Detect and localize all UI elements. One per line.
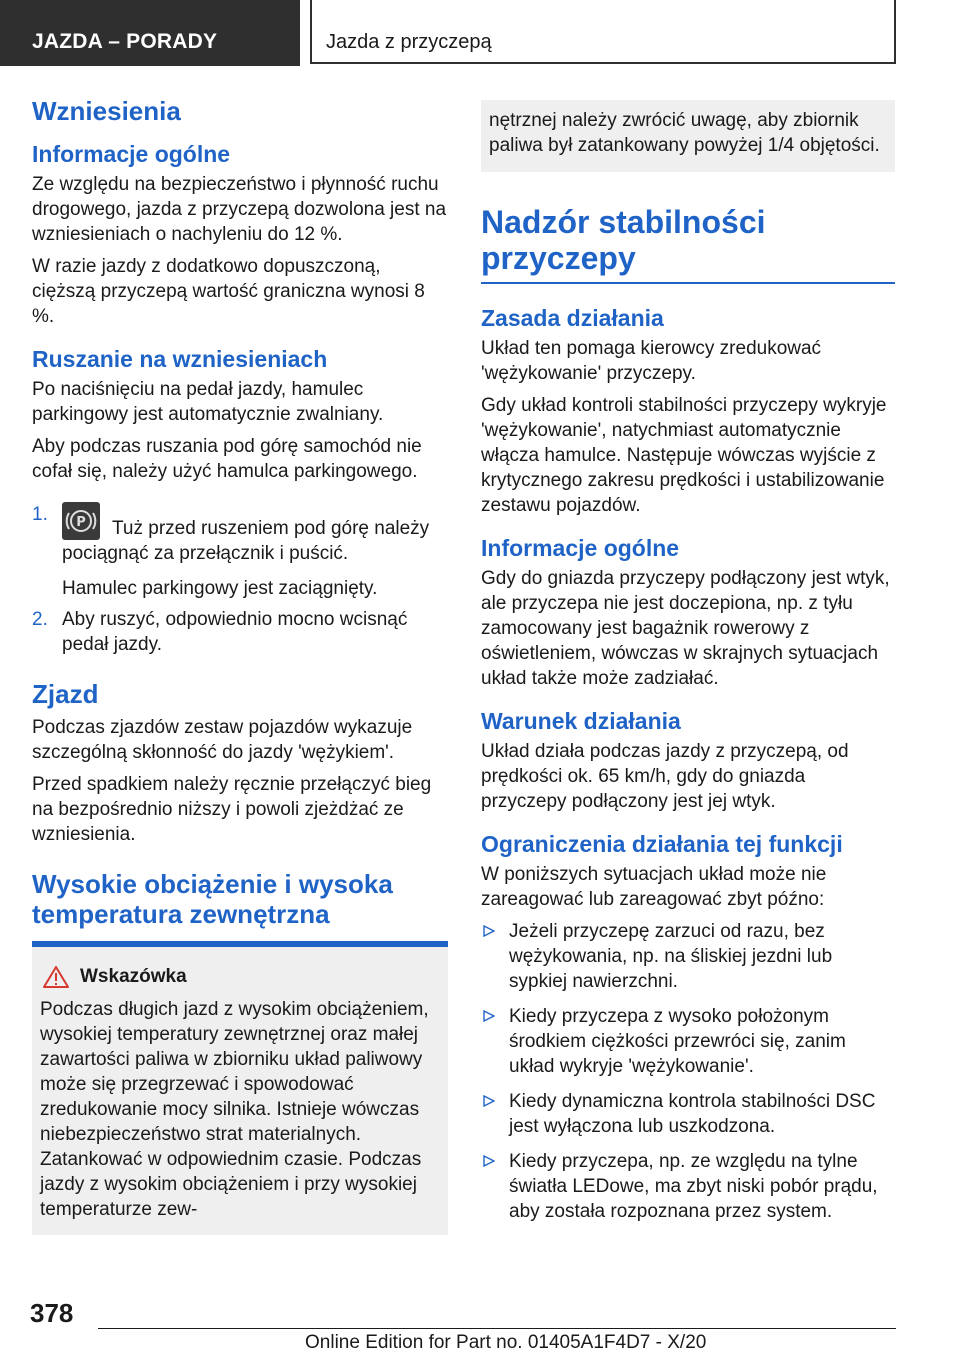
step-item	[32, 607, 448, 657]
step-number: 2.	[32, 609, 48, 630]
step-result: Hamulec parkingowy jest zaciągnięty.	[62, 578, 378, 599]
step-number: 1.	[32, 504, 48, 525]
triangle-bullet-icon	[483, 1095, 495, 1107]
svg-text:P: P	[76, 515, 86, 530]
warning-box-continued	[481, 100, 895, 172]
triangle-bullet-icon	[483, 1155, 495, 1167]
right-column	[481, 100, 895, 1234]
triangle-bullet-icon	[483, 1010, 495, 1022]
page-header	[0, 0, 960, 66]
limitations-list	[481, 919, 895, 1224]
list-item	[481, 1149, 895, 1224]
page-number: 378	[30, 1298, 74, 1328]
list-item	[481, 919, 895, 994]
heading-nadzor-stabilnosci: Nadzór stabilności przyczepy	[481, 204, 766, 276]
heading-warunek-dzialania: Warunek działania	[481, 708, 681, 734]
heading-ruszanie: Ruszanie na wzniesieniach	[32, 346, 328, 372]
heading-wzniesienia: Wzniesienia	[32, 96, 181, 126]
heading-informacje-ogolne-2: Informacje ogólne	[481, 535, 680, 561]
heading-zasada-dzialania: Zasada działania	[481, 305, 664, 331]
list-item-text: Kiedy dynamiczna kontrola stabilności DSC jest wyłączona lub uszkodzona.	[509, 1091, 876, 1137]
footer-rule	[98, 1328, 896, 1329]
paragraph: Gdy układ kontroli stabilności przyczepy wykryje 'wężykowanie', natychmiast automatycznie włącza hamulce. Następuje wówczas wyjście z krytycznego zakresu prędkości i ustabilizowanie zestawu pojazdów.	[481, 395, 887, 516]
warning-text: Podczas długich jazd z wysokim obciążeniem, wysokiej temperatury zewnętrznej oraz małej zawartości paliwa w zbiorniku układ paliwowy może się przegrzewać i spowodować zredukowanie mocy silnika. Istnieje wówczas niebezpieczeństwo strat materialnych. Zatankować w odpowiednim czasie. Podczas jazdy z wysokim obciążeniem i przy wysokiej temperaturze zew-	[40, 999, 429, 1220]
section-title: JAZDA – PORADY	[0, 0, 300, 66]
step-text: Tuż przed ruszeniem pod górę należy pociągnąć za przełącznik i puścić.	[62, 518, 430, 564]
step-item	[32, 502, 448, 601]
paragraph: Podczas zjazdów zestaw pojazdów wykazuje szczególną skłonność do jazdy 'wężykiem'.	[32, 717, 413, 763]
warning-triangle-icon	[42, 965, 70, 989]
left-column	[32, 96, 448, 1235]
chapter-title: Jazda z przyczepą	[310, 0, 896, 64]
list-item-text: Kiedy przyczepa, np. ze względu na tylne światła LEDowe, ma zbyt niski pobór prądu, aby została rozpoznana przez system.	[509, 1151, 878, 1222]
paragraph: W poniższych sytuacjach układ może nie zareagować lub zareagować zbyt późno:	[481, 864, 827, 910]
paragraph: W razie jazdy z dodatkowo dopuszczoną, cięższą przyczepą wartość graniczna wynosi 8 %.	[32, 256, 425, 327]
paragraph: Przed spadkiem należy ręcznie przełączyć bieg na bezpośrednio niższy i powoli zjeżdżać ze wzniesienia.	[32, 774, 432, 845]
list-item	[481, 1004, 895, 1079]
warning-bar	[32, 941, 448, 947]
paragraph: Ze względu na bezpieczeństwo i płynność ruchu drogowego, jazda z przyczepą dozwolona jest na wzniesieniach o nachyleniu do 12 %.	[32, 174, 447, 245]
heading-wysokie-obciazenie: Wysokie obciążenie i wysoka temperatura zewnętrzna	[32, 869, 393, 929]
paragraph: Układ działa podczas jazdy z przyczepą, od prędkości ok. 65 km/h, gdy do gniazda przyczepy podłączony jest jej wtyk.	[481, 741, 849, 812]
parking-brake-icon	[62, 502, 100, 540]
paragraph: Aby podczas ruszania pod górę samochód nie cofał się, należy użyć hamulca parkingowego.	[32, 436, 422, 482]
list-item-text: Kiedy przyczepa z wysoko położonym środkiem ciężkości przewróci się, zanim układ wykryje 'wężykowanie'.	[509, 1006, 846, 1077]
heading-informacje-ogolne: Informacje ogólne	[32, 141, 231, 167]
footer-edition: Online Edition for Part no. 01405A1F4D7 - X/20	[305, 1332, 707, 1353]
warning-box	[32, 947, 448, 1235]
step-text: Aby ruszyć, odpowiednio mocno wcisnąć pedał jazdy.	[62, 609, 408, 655]
paragraph: Układ ten pomaga kierowcy zredukować 'wężykowanie' przyczepy.	[481, 338, 822, 384]
warning-text-continued: nętrznej należy zwrócić uwagę, aby zbiornik paliwa był zatankowany powyżej 1/4 objętości.	[489, 110, 880, 156]
heading-ograniczenia: Ograniczenia działania tej funkcji	[481, 831, 843, 857]
paragraph: Po naciśnięciu na pedał jazdy, hamulec parkingowy jest automatycznie zwalniany.	[32, 379, 384, 425]
list-item	[481, 1089, 895, 1139]
heading-zjazd: Zjazd	[32, 679, 99, 709]
heading-rule	[481, 282, 895, 284]
list-item-text: Jeżeli przyczepę zarzuci od razu, bez wężykowania, np. na śliskiej jezdni lub sypkiej nawierzchni.	[509, 921, 833, 992]
paragraph: Gdy do gniazda przyczepy podłączony jest wtyk, ale przyczepa nie jest doczepiona, np. z tyłu zamocowany jest bagażnik rowerowy z oświetleniem, wówczas w skrajnych sytuacjach układ także może zadziałać.	[481, 568, 890, 689]
step-list	[32, 502, 448, 657]
warning-title-text: Wskazówka	[80, 966, 187, 987]
warning-title	[40, 965, 440, 989]
triangle-bullet-icon	[483, 925, 495, 937]
